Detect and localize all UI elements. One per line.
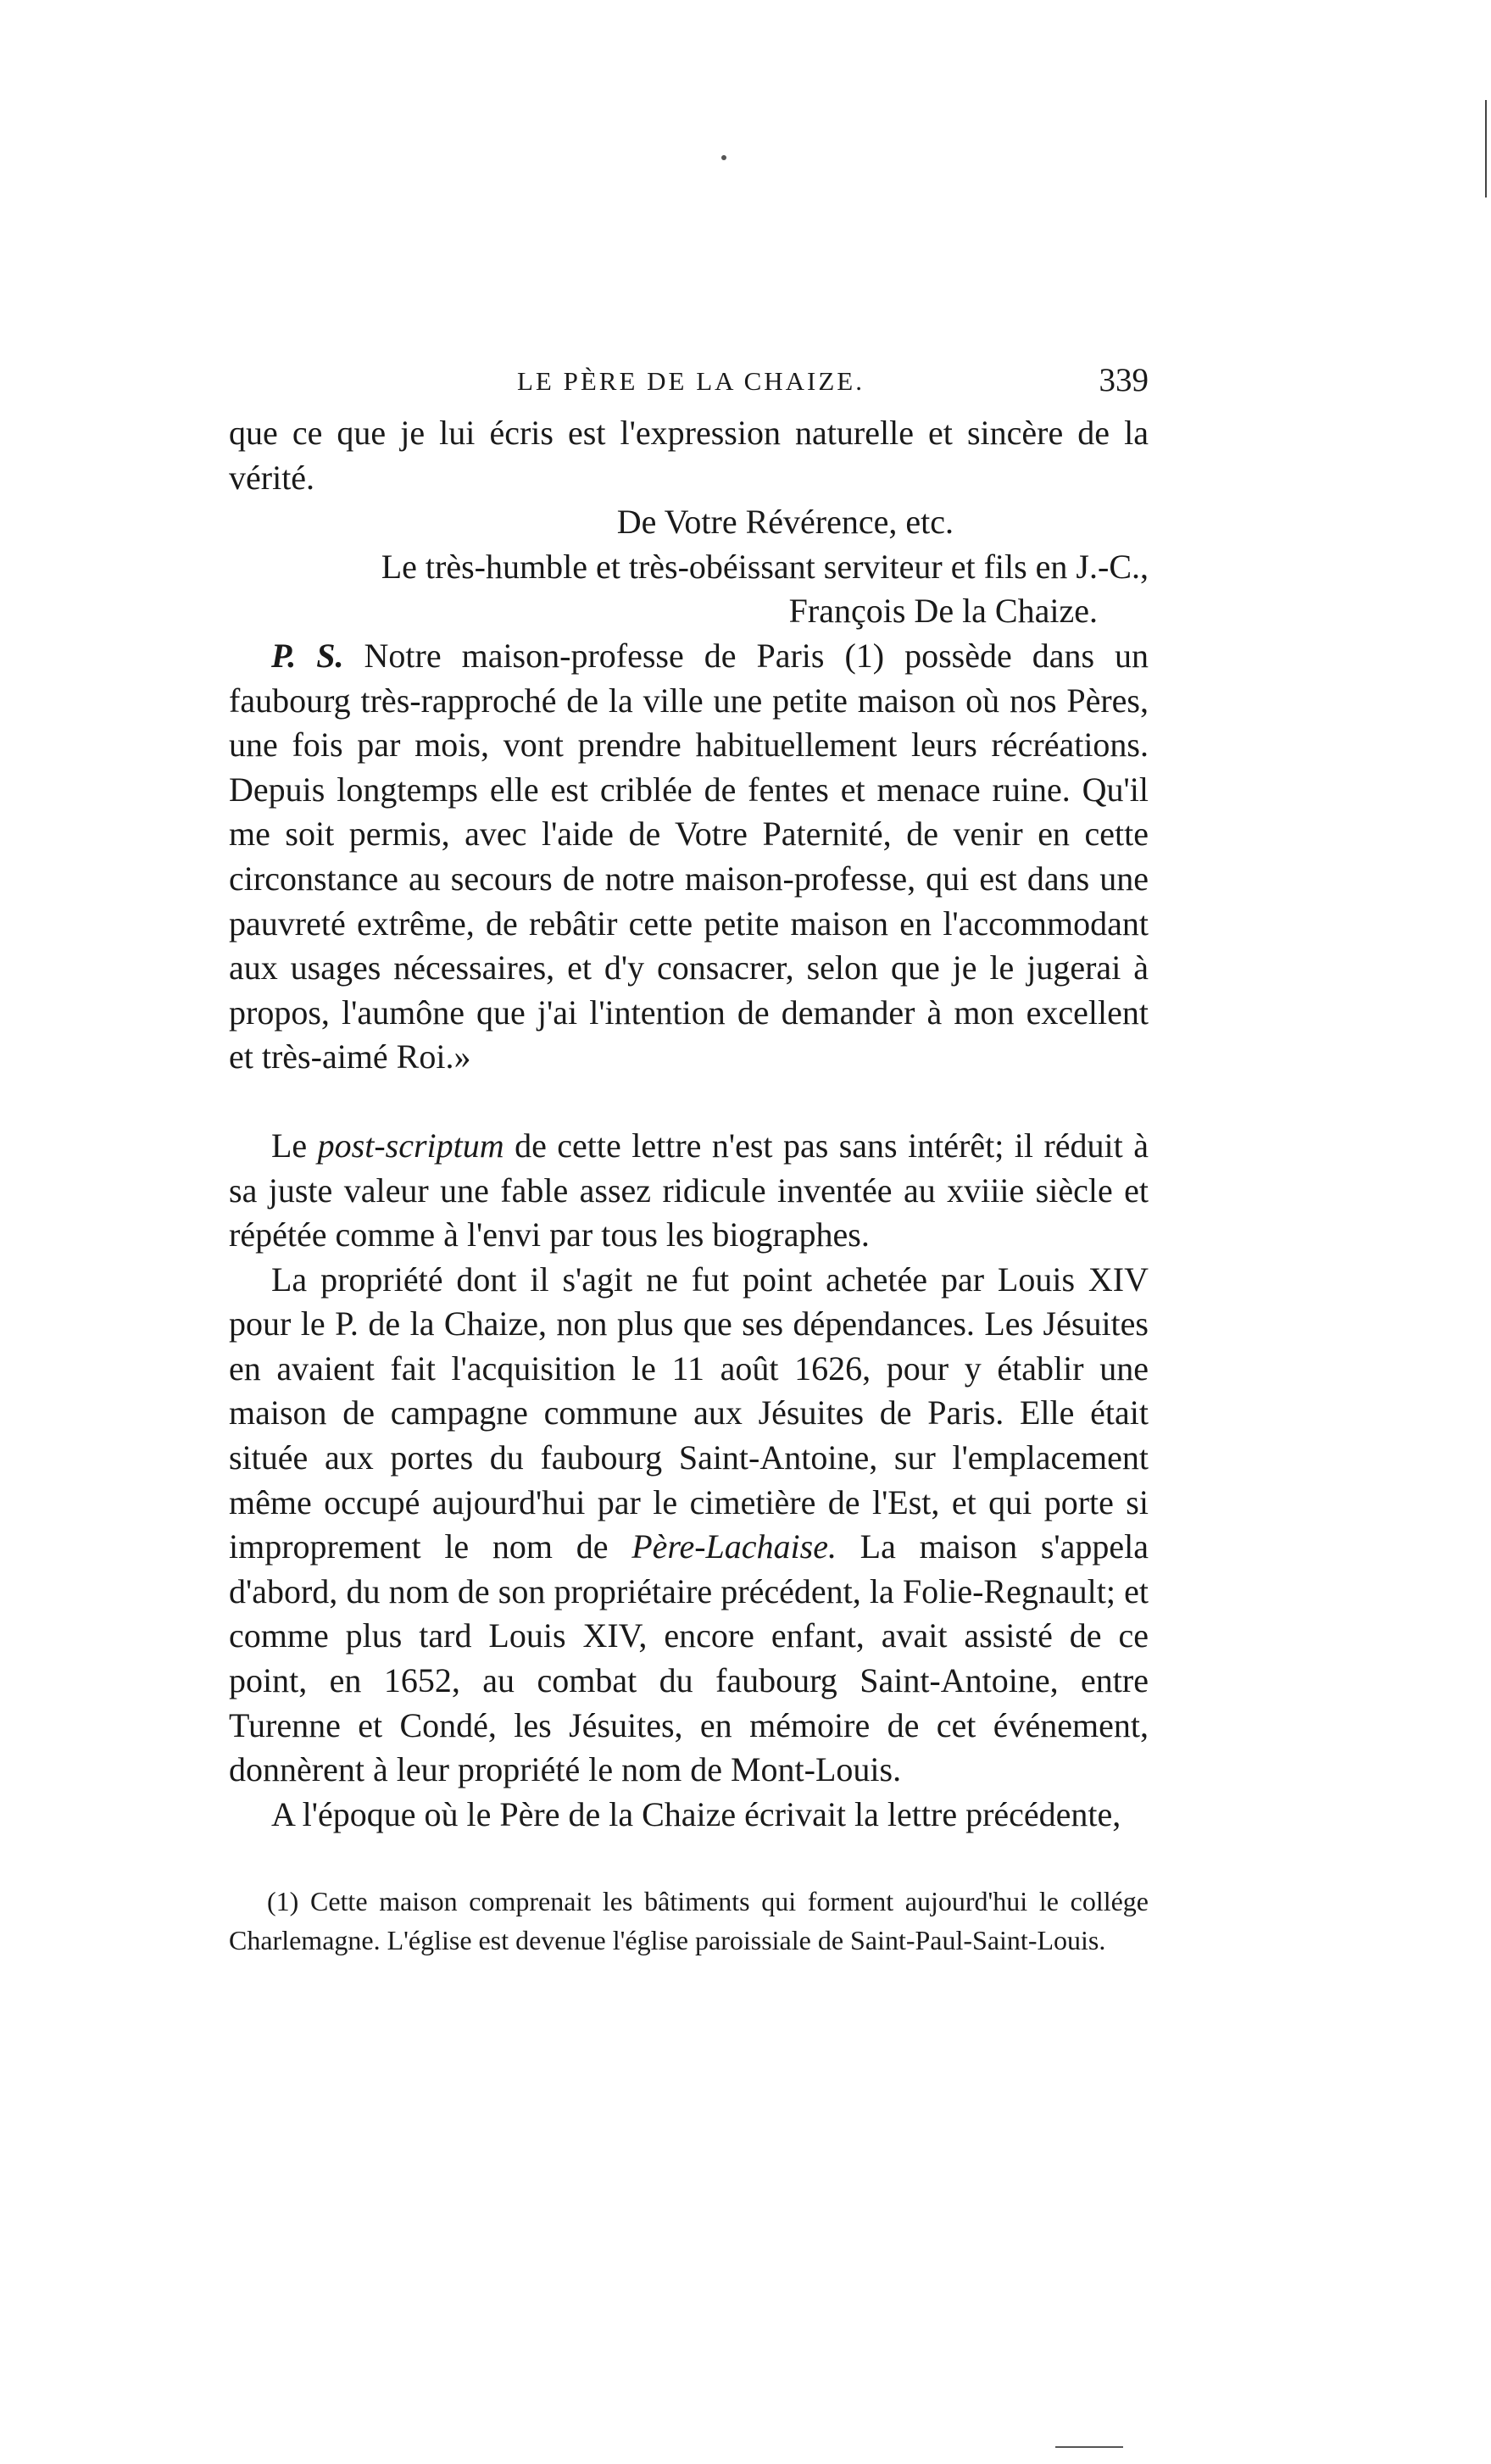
footnote xyxy=(229,1882,1149,1960)
paragraph-1-italic: post-scriptum xyxy=(317,1126,504,1165)
bottom-rule xyxy=(1055,2446,1123,2448)
footnote-text: (1) Cette maison comprenait les bâtiments qui forment aujourd'hui le collége Charlemagne. L'église est devenue l'église paroissiale de Saint-Paul-Saint-Louis. xyxy=(229,1886,1149,1955)
paragraph-2 xyxy=(229,1258,1149,1793)
page-header xyxy=(271,364,1149,407)
letter-closing-servant: Le très-humble et très-obéissant serviteur et fils en J.-C., xyxy=(381,547,1149,586)
letter-opening: que ce que je lui écris est l'expression naturelle et sincère de la vérité. xyxy=(229,414,1149,497)
running-title: LE PÈRE DE LA CHAIZE. xyxy=(517,366,865,396)
paragraph-3: A l'époque où le Père de la Chaize écrivait la lettre précédente, xyxy=(271,1794,1121,1833)
paragraph-2-italic: Père-Lachaise. xyxy=(631,1527,837,1566)
postscript-label: P. S. xyxy=(271,636,344,675)
letter-closing-formula: De Votre Révérence, etc. xyxy=(616,503,954,542)
scan-edge-mark xyxy=(1485,100,1487,197)
paragraph-1-end: de cette lettre n'est pas sans intérêt; il réduit à sa juste valeur une fable assez ridicule inventée au xviiie siècle et répétée comme à l'envi par tous les biographes. xyxy=(229,1126,1149,1254)
section-gap xyxy=(229,1080,1149,1124)
paragraph-2-end: La maison s'appela d'abord, du nom de son propriétaire précédent, la Folie-Regnault; et comme plus tard Louis XIV, encore enfant, avait assisté de ce point, en 1652, au combat du faubourg Saint-Antoine, entre Turenne et Condé, les Jésuites, en mémoire de cet événement, donnèrent à leur propriété le nom de Mont-Louis. xyxy=(229,1527,1149,1789)
page-number: 339 xyxy=(1099,362,1149,398)
paragraph-2-start: La propriété dont il s'agit ne fut point achetée par Louis XIV pour le P. de la Chaize, non plus que ses dépendances. Les Jésuites en avaient fait l'acquisition le 11 août 1626, pour y établir une maison de campagne commune aux Jésuites de Paris. Elle était située aux portes du faubourg Saint-Antoine, sur l'emplacement même occupé aujourd'hui par le cimetière de l'Est, et qui porte si improprement le nom de xyxy=(229,1260,1149,1566)
paragraph-1 xyxy=(229,1124,1149,1258)
paragraph-1-start: Le xyxy=(271,1126,318,1165)
postscript-text: Notre maison-professe de Paris (1) possède dans un faubourg très-rapproché de la ville une petite maison où nos Pères, une fois par mois, vont prendre habituellement leurs récréations. Depuis longtemps elle est criblée de fentes et menace ruine. Qu'il me soit permis, avec l'aide de Votre Paternité, de venir en cette circonstance au secours de notre maison-professe, qui est dans une pauvreté extrême, de rebâtir cette petite maison en l'accommodant aux usages nécessaires, et d'y consacrer, selon que je le jugerai à propos, l'aumône que j'ai l'intention de demander à mon excellent et très-aimé Roi.» xyxy=(229,636,1149,1076)
speck-mark xyxy=(721,155,726,160)
letter-signature: François De la Chaize. xyxy=(788,592,1098,631)
postscript-paragraph xyxy=(229,634,1149,1080)
body-text xyxy=(229,411,1149,1837)
